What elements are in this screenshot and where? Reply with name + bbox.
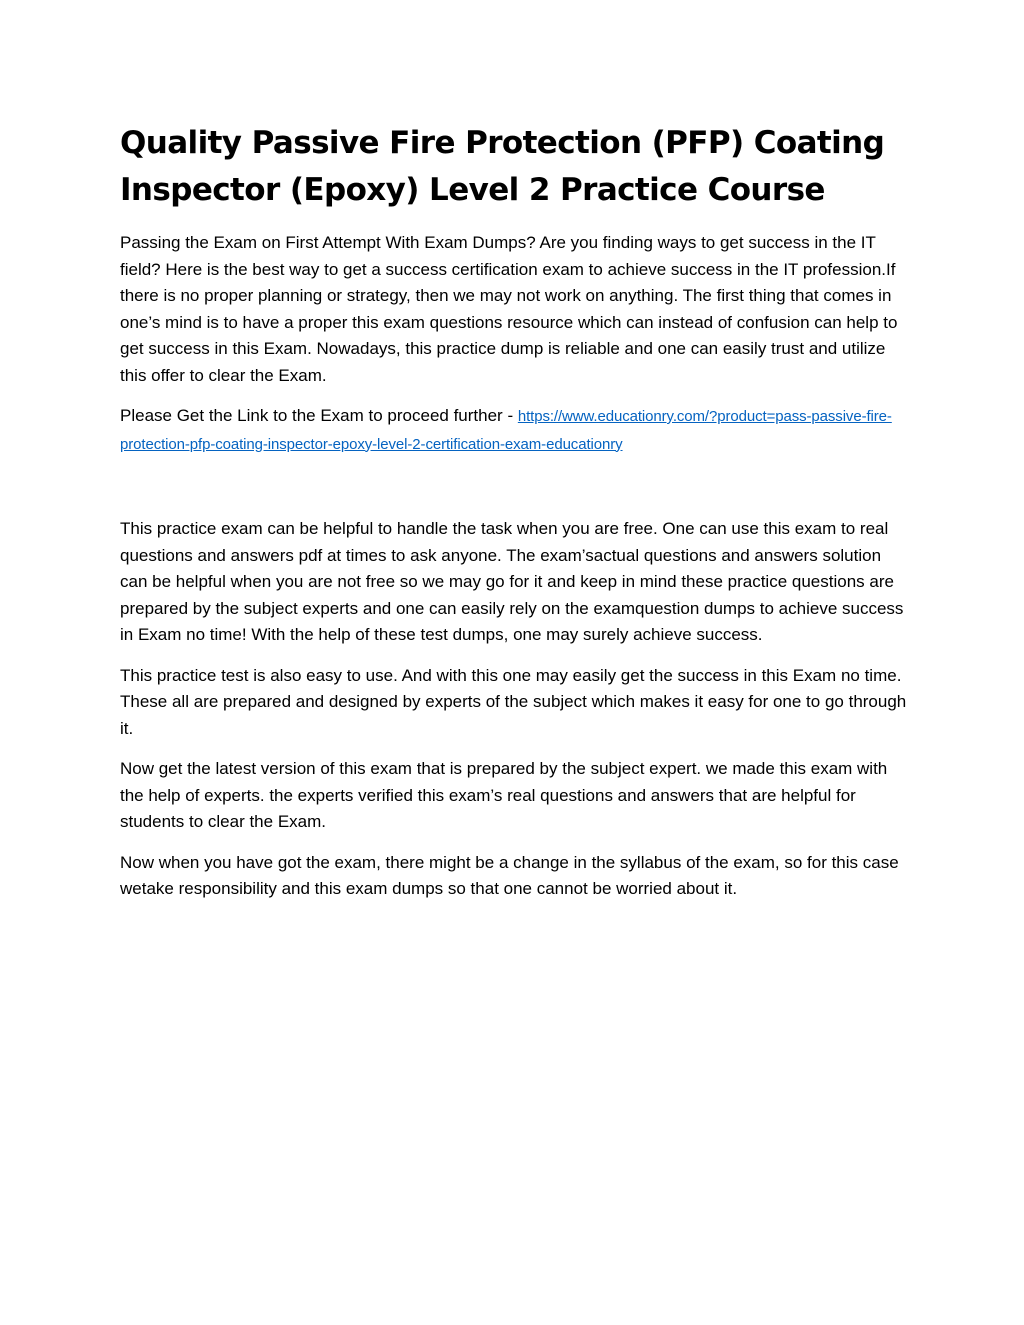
body-paragraph-4: Now when you have got the exam, there might be a change in the syllabus of the exam, so for this case wetake responsibility and this exam dumps so that one cannot be worried about it. [120,852,899,898]
exam-link[interactable]: https://www.educationry.com/?product=pass-passive-fire-protection-pfp-coating-inspector-epoxy-level-2-certification-exam-educationry [120,408,892,453]
body-paragraph-1: This practice exam can be helpful to handle the task when you are free. One can use this exam to real questions and answers pdf at times to ask anyone. The exam’sactual questions and answers solution can be helpful when you are not free so we may go for it and keep in mind these practice questions are prepared by the subject experts and one can easily rely on the examquestion dumps to achieve success in Exam no time! With the help of these test dumps, one may surely achieve success. [120,519,904,644]
spacer [120,472,910,516]
link-prefix: Please Get the Link to the Exam to proceed further - [120,406,518,425]
intro-paragraph: Passing the Exam on First Attempt With Exam Dumps? Are you finding ways to get success in the IT field? Here is the best way to get a success certification exam to achieve success in the IT profession.If there is no proper planning or strategy, then we may not work on anything. The first thing that comes in one’s mind is to have a proper this exam questions resource which can instead of confusion can help to get success in this Exam. Nowadays, this practice dump is reliable and one can easily trust and utilize this offer to clear the Exam. [120,233,898,385]
document-page [120,120,910,917]
link-paragraph [120,403,910,458]
body-paragraph-2: This practice test is also easy to use. And with this one may easily get the success in this Exam no time. These all are prepared and designed by experts of the subject which makes it easy for one to go through it. [120,665,907,738]
document-title: Quality Passive Fire Protection (PFP) Coating Inspector (Epoxy) Level 2 Practice Course [120,125,885,208]
body-paragraph-3: Now get the latest version of this exam that is prepared by the subject expert. we made this exam with the help of experts. the experts verified this exam’s real questions and answers that are helpful for students to clear the Exam. [120,759,888,831]
